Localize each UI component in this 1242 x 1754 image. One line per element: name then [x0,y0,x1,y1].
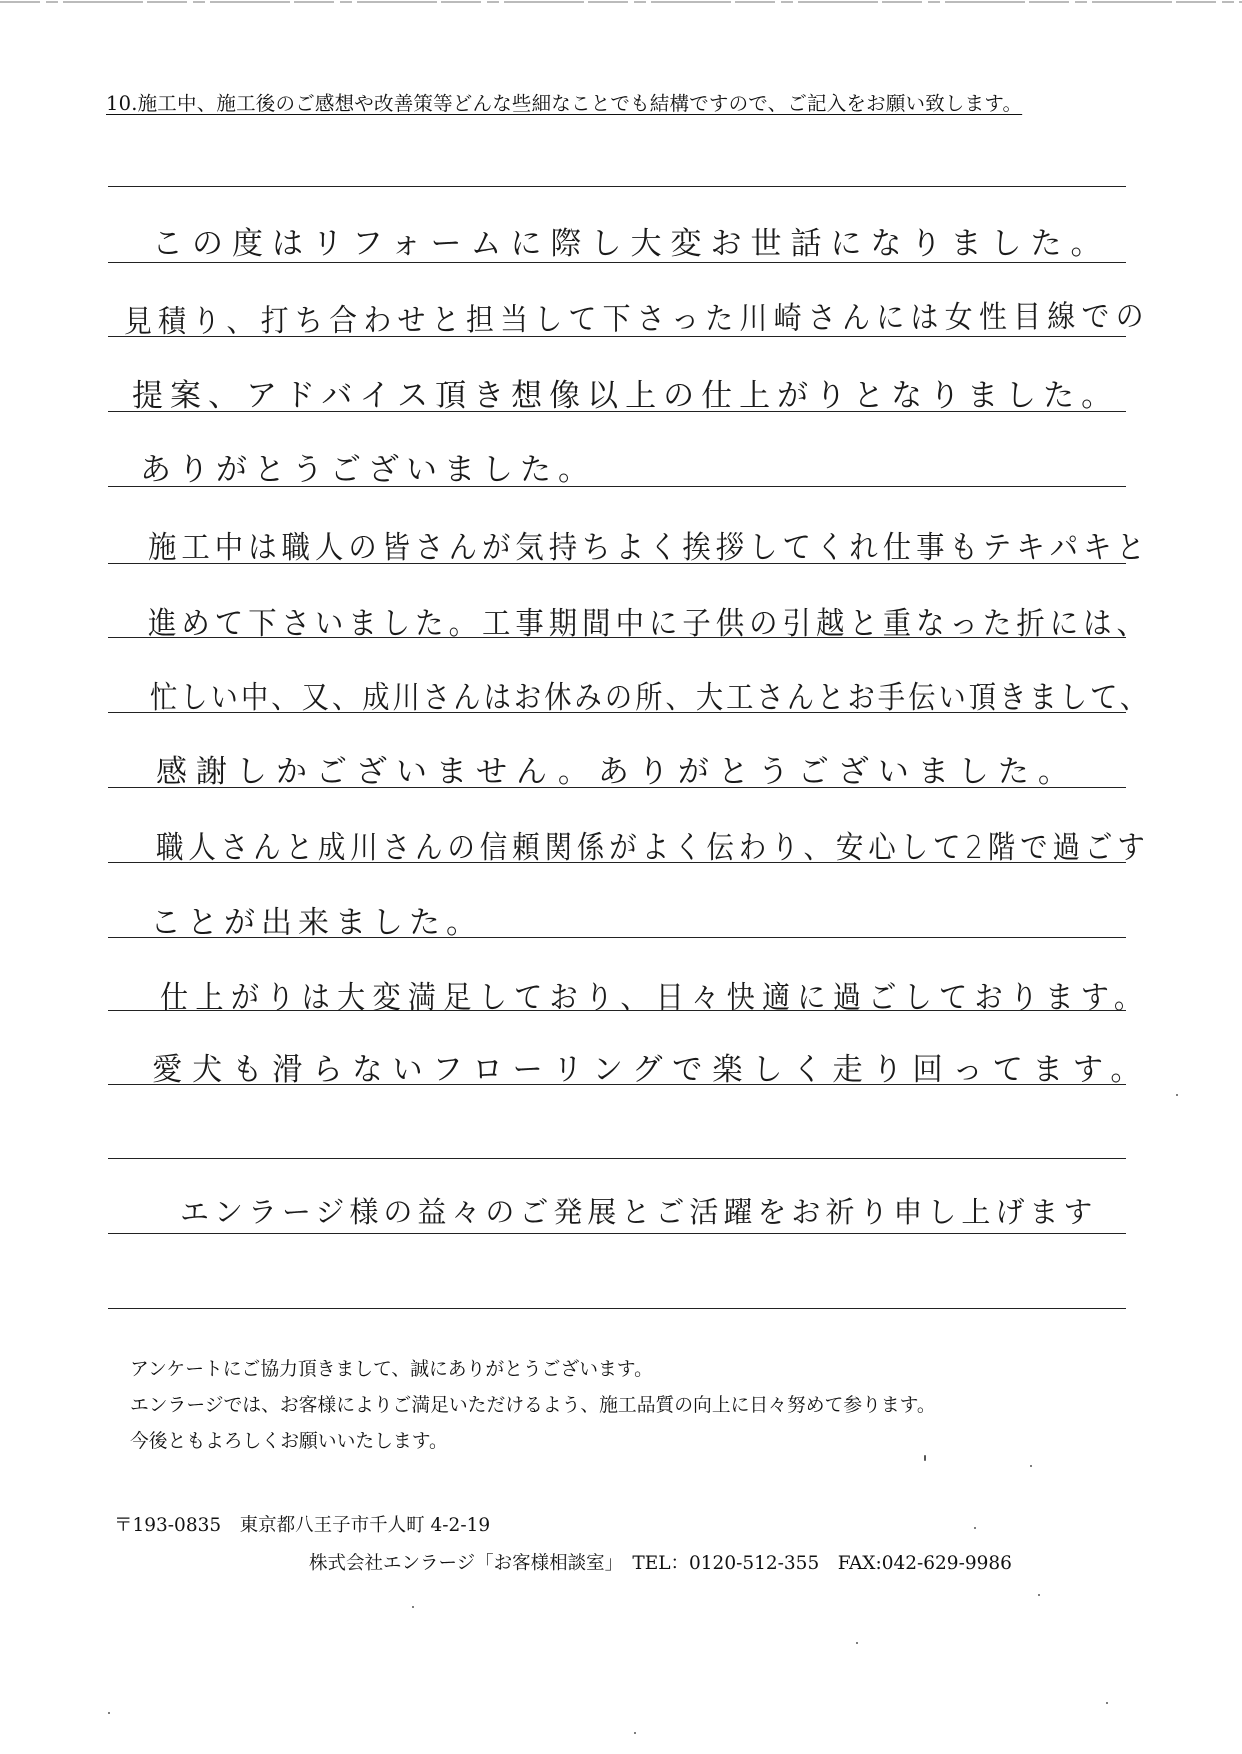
handwritten-line: 施工中は職人の皆さんが気持ちよく挨拶してくれ仕事もテキパキと [148,530,1150,566]
handwritten-line: 進めて下さいました。工事期間中に子供の引越と重なった折には、 [148,606,1150,642]
closing-line: エンラージでは、お客様によりご満足いただけるよう、施工品質の向上に日々努めて参ります。 [130,1395,936,1416]
handwritten-line: 感謝しかございません。ありがとうございました。 [156,754,1078,790]
scan-speck [1030,1465,1032,1467]
scan-speck [634,1732,636,1734]
handwritten-line: ありがとうございました。 [140,452,596,488]
handwritten-line: 愛犬も滑らないフローリングで楽しく走り回ってます。 [152,1052,1151,1088]
handwritten-line: エンラージ様の益々のご発展とご活躍をお祈り申し上げます [180,1195,1098,1229]
scan-speck [924,1455,926,1461]
scan-speck [1176,1094,1178,1096]
scan-top-edge [0,0,1242,6]
handwritten-line: 忙しい中、又、成川さんはお休みの所、大工さんとお手伝い頂きまして、 [150,680,1151,716]
handwritten-line: 仕上がりは大変満足しており、日々快適に過ごしております。 [160,980,1150,1016]
handwritten-line: 見積り、打ち合わせと担当して下さった川崎さんには女性目線での [123,298,1150,340]
handwritten-line: 提案、アドバイス頂き想像以上の仕上がりとなりました。 [132,378,1120,414]
closing-message [130,1352,936,1460]
handwritten-line: この度はリフォームに際し大変お世話になりました。 [152,226,1111,262]
answer-rule-line [108,1308,1126,1309]
scan-speck [1106,1702,1108,1704]
answer-rule-line [108,1233,1126,1234]
company-contact: 株式会社エンラージ「お客様相談室」 TEL：0120-512-355 FAX:042-629-9986 [309,1553,1012,1574]
scan-speck [1038,1594,1040,1596]
handwritten-line: ことが出来ました。 [150,905,483,941]
scan-speck [974,1527,976,1529]
scan-speck [412,1606,414,1608]
question-heading: 10.施工中、施工後のご感想や改善策等どんな些細なことでも結構ですので、ご記入をお願い致します。 [106,92,1023,115]
postal-address: 〒193-0835 東京都八王子市千人町 4-2-19 [114,1515,491,1536]
closing-line: アンケートにご協力頂きまして、誠にありがとうございます。 [130,1359,653,1380]
answer-rule-line [108,186,1126,187]
scan-speck [108,1712,110,1714]
answer-rule-line [108,1158,1126,1159]
closing-line: 今後ともよろしくお願いいたします。 [130,1431,448,1452]
handwritten-line: 職人さんと成川さんの信頼関係がよく伝わり、安心して2階で過ごす [156,830,1150,866]
scan-speck [856,1642,858,1644]
